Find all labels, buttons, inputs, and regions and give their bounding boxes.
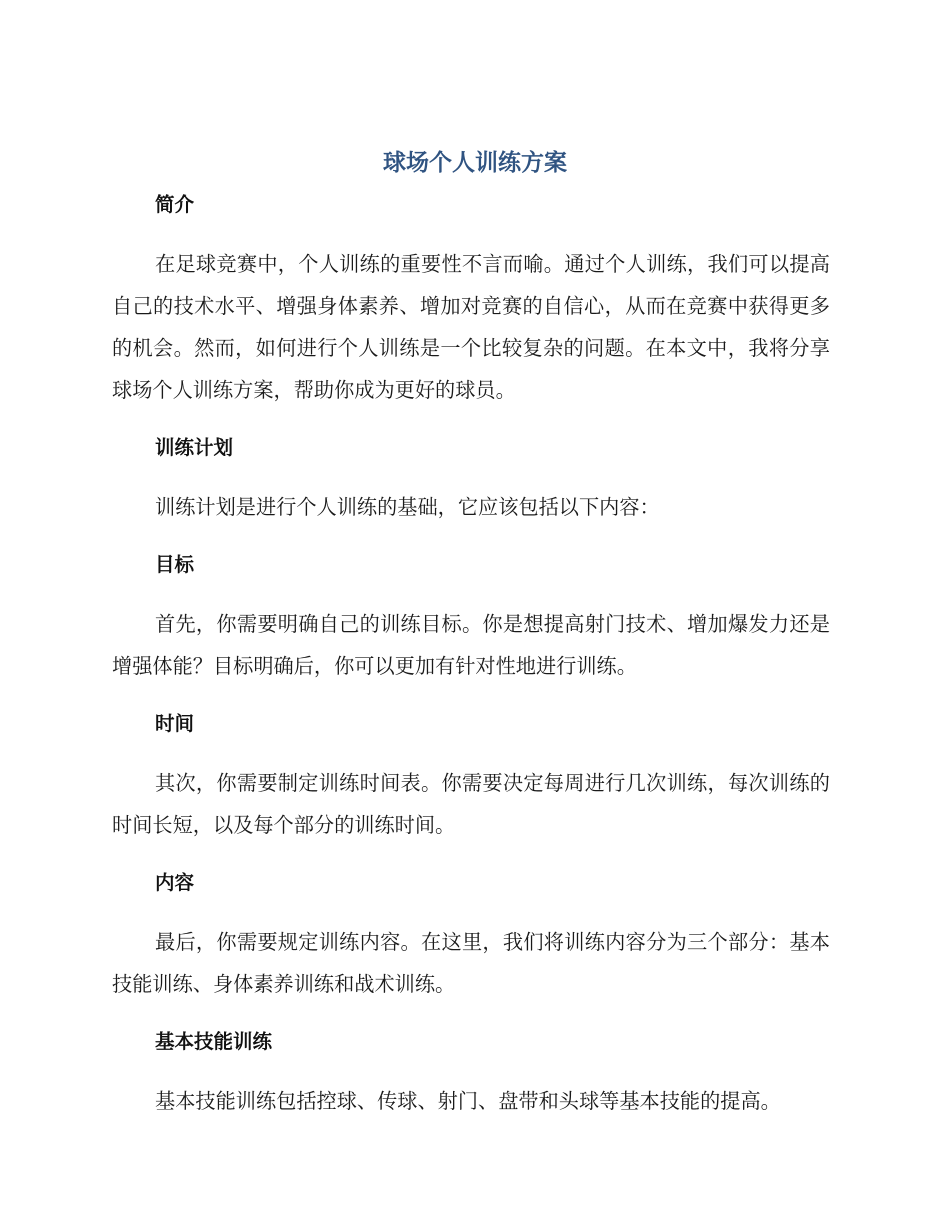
section-heading-intro: 简介 <box>155 193 195 216</box>
paragraph-goal: 首先，你需要明确自己的训练目标。你是想提高射门技术、增加爆发力还是增强体能？目标明确后，你可以更加有针对性地进行训练。 <box>112 612 830 678</box>
paragraph-basic-skills: 基本技能训练包括控球、传球、射门、盘带和头球等基本技能的提高。 <box>155 1089 781 1113</box>
section-heading-basic-skills: 基本技能训练 <box>155 1030 273 1053</box>
paragraph-content: 最后，你需要规定训练内容。在这里，我们将训练内容分为三个部分：基本技能训练、身体素养训练和战术训练。 <box>112 930 830 996</box>
section-heading-training-plan: 训练计划 <box>155 436 234 459</box>
section-heading-time: 时间 <box>155 712 195 735</box>
section-heading-content: 内容 <box>155 871 195 894</box>
paragraph-time: 其次，你需要制定训练时间表。你需要决定每周进行几次训练，每次训练的时间长短，以及每个部分的训练时间。 <box>112 771 830 837</box>
document-body <box>112 188 830 1122</box>
section-heading-goal: 目标 <box>155 553 195 576</box>
paragraph-training-plan: 训练计划是进行个人训练的基础，它应该包括以下内容： <box>155 495 660 519</box>
paragraph-intro: 在足球竞赛中，个人训练的重要性不言而喻。通过个人训练，我们可以提高自己的技术水平、增强身体素养、增加对竞赛的自信心，从而在竞赛中获得更多的机会。然而，如何进行个人训练是一个比较复杂的问题。在本文中，我将分享球场个人训练方案，帮助你成为更好的球员。 <box>112 252 830 402</box>
document-title: 球场个人训练方案 <box>383 150 567 176</box>
